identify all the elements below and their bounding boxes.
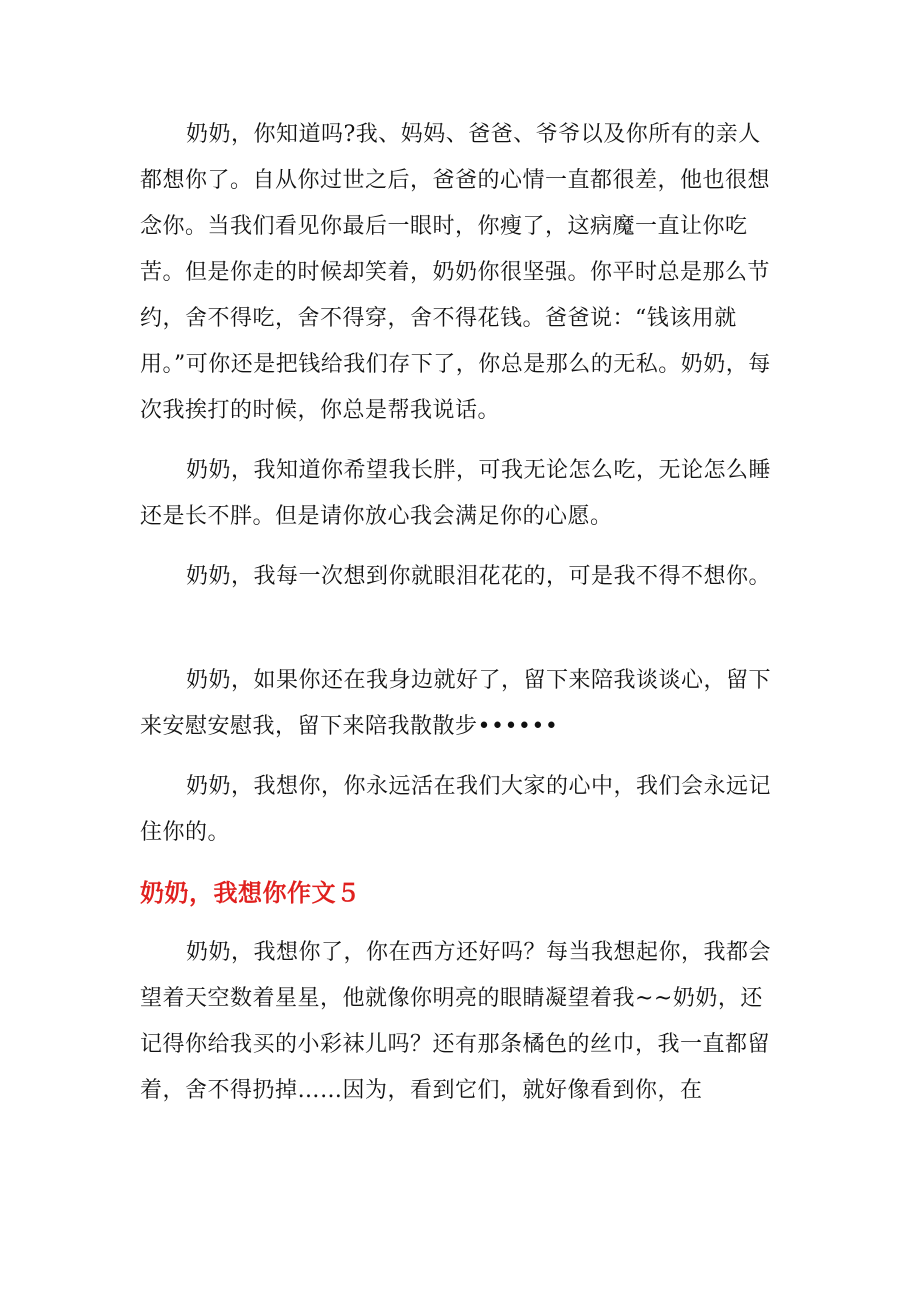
paragraph-3: 奶奶，我每一次想到你就眼泪花花的，可是我不得不想你。 <box>186 564 772 589</box>
paragraph-2: 奶奶，我知道你希望我长胖，可我无论怎么吃，无论怎么睡还是长不胖。但是请你放心我会满足你的心愿。 <box>140 458 772 529</box>
paragraph-1: 奶奶，你知道吗?我、妈妈、爸爸、爷爷以及你所有的亲人都想你了。自从你过世之后，爸爸的心情一直都很差，他也很想念你。当我们看见你最后一眼时，你瘦了，这病魔一直让你吃苦。但是你走的时候却笑着，奶奶你很坚强。你平时总是那么节约，舍不得吃，舍不得穿，舍不得花钱。爸爸说：“钱该用就用。”可你还是把钱给我们存下了，你总是那么的无私。奶奶，每次我挨打的时候，你总是帮我说话。 <box>140 122 771 423</box>
paragraph-5: 奶奶，我想你，你永远活在我们大家的心中，我们会永远记住你的。 <box>140 774 772 845</box>
paragraph-spacer <box>140 916 780 930</box>
paragraph-spacer <box>140 540 780 554</box>
section-heading: 奶奶，我想你作文５ <box>140 879 361 907</box>
paragraph-spacer <box>140 856 780 870</box>
paragraph-spacer <box>140 750 780 764</box>
document-body <box>140 112 780 1114</box>
paragraph-4: 奶奶，如果你还在我身边就好了，留下来陪我谈谈心，留下来安慰安慰我，留下来陪我散散步•••••• <box>140 668 772 739</box>
paragraph-spacer-large <box>140 600 780 658</box>
paragraph-spacer <box>140 434 780 448</box>
paragraph-6: 奶奶，我想你了，你在西方还好吗？每当我想起你，我都会望着天空数着星星，他就像你明亮的眼睛凝望着我~~奶奶，还记得你给我买的小彩袜儿吗？还有那条橘色的丝巾，我一直都留着，舍不得扔掉……因为，看到它们，就好像看到你，在 <box>140 940 772 1103</box>
